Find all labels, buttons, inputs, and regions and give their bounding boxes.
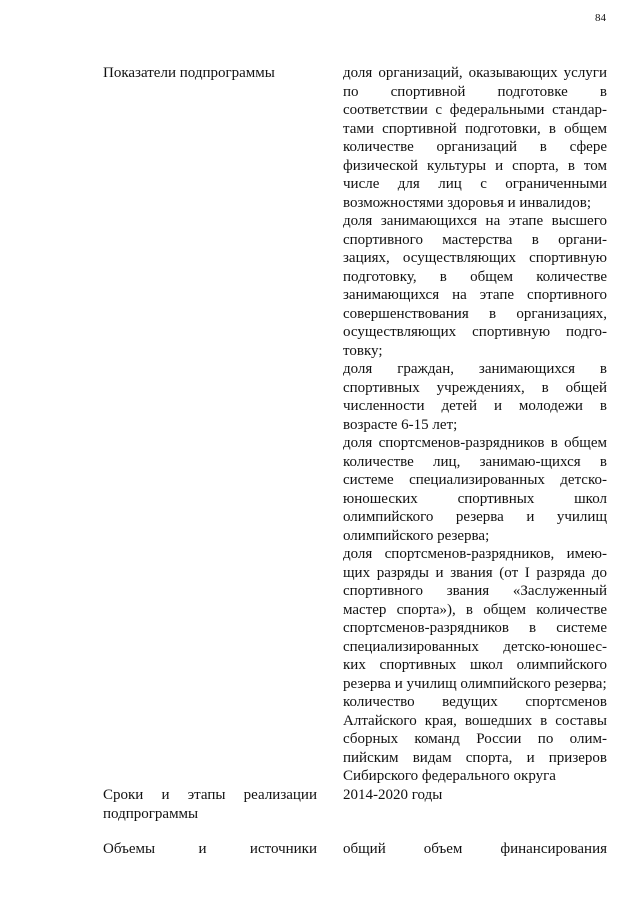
row-value-timeline: 2014-2020 годы <box>343 787 443 803</box>
row-label-timeline: Сроки и этапы реализации подпрограммы <box>103 787 317 822</box>
row-value-indicators <box>343 64 607 786</box>
indicator-item: количество ведущих спортсменов Алтайского края, вошедших в составы сборных команд России по олим-пийским видам спорта, и призеров Сибирского федерального округа <box>343 694 607 784</box>
indicator-item: доля занимающихся на этапе высшего спортивного мастерства в органи-зациях, осуществляющих спортивную подготовку, в общем количестве занимающихся на этапе спортивного совершенствования в организациях, осуществляющих спортивную подго-товку; <box>343 213 607 359</box>
indicator-item: доля спортсменов-разрядников, имею-щих разряды и звания (от I разряда до спортивного звания «Заслуженный мастер спорта»), в общем количестве спортсменов-разрядников в системе специализированных детско-юношес-ких спортивных школ олимпийского резерва и училищ олимпийского резерва; <box>343 546 607 692</box>
indicator-item: доля граждан, занимающихся в спортивных учреждениях, в общей численности детей и молодежи в возрасте 6-15 лет; <box>343 361 607 433</box>
indicator-item: доля организаций, оказывающих услуги по спортивной подготовке в соответствии с федеральными стандар-тами спортивной подготовки, в общем количестве организаций в сфере физической культуры и спорта, в том числе для лиц с ограниченными возможностями здоровья и инвалидов; <box>343 65 607 211</box>
indicator-item: доля спортсменов-разрядников в общем количестве лиц, занимаю-щихся в системе специализированных детско-юношеских спортивных школ олимпийского резерва и училищ олимпийского резерва; <box>343 435 607 544</box>
row-value-funding: общий объем финансирования <box>343 841 607 857</box>
page-number: 84 <box>595 12 606 24</box>
row-label-indicators: Показатели подпрограммы <box>103 65 275 81</box>
row-label-funding: Объемы и источники <box>103 841 317 857</box>
